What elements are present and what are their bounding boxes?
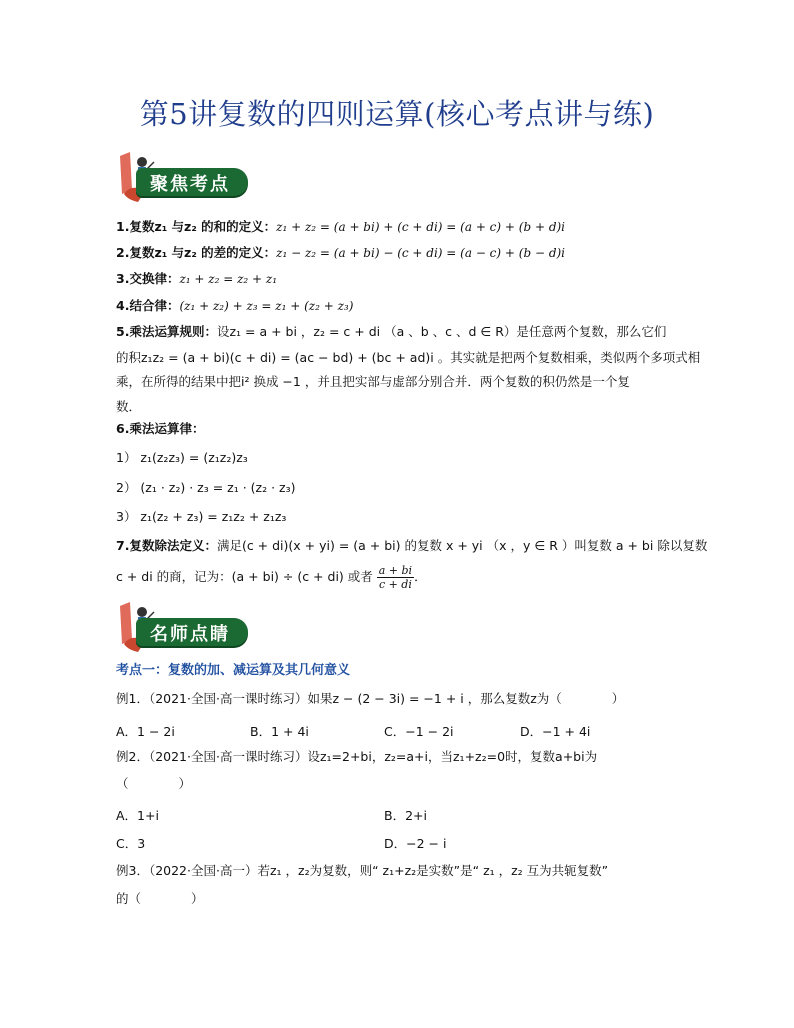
point-1: 1.复数z₁ 与z₂ 的和的定义：z₁ + z₂ = (a + bi) + (c + di) = (a + c) + (b + d)i <box>116 219 566 234</box>
example-2-option-b: B．2+i <box>384 808 427 823</box>
point-5-line2: 的积z₁z₂ = (a + bi)(c + di) = (ac − bd) + (bc + ad)i 。其实就是把两个复数相乘，类似两个多项式相 <box>116 350 701 365</box>
point-2: 2.复数z₁ 与z₂ 的差的定义：z₁ − z₂ = (a + bi) − (c + di) = (a − c) + (b − d)i <box>116 245 566 260</box>
rule-3: 3） z₁(z₂ + z₃) = z₁z₂ + z₁z₃ <box>116 509 287 524</box>
page-title: 第5讲复数的四则运算(核心考点讲与练) <box>139 97 655 131</box>
example-3-stem-blank: 的（ ） <box>116 891 204 906</box>
point-5-line4: 数． <box>116 399 142 414</box>
point-7: 7.复数除法定义：满足(c + di)(x + yi) = (a + bi) 的复数 x + yi （x ，y ∈ R ）叫复数 a + bi 除以复数 <box>116 538 708 553</box>
division-fraction: $\frac{a + bi}{c + di}$ <box>378 564 413 591</box>
point-6: 6.乘法运算律： <box>116 421 205 436</box>
example-2-option-d: D．−2 − i <box>384 836 447 851</box>
example-1-option-a: A．1 − 2i <box>116 724 175 739</box>
point-7-line2: c + di 的商，记为：(a + bi) ÷ (c + di) 或者 $\frac{a + bi}{c + di}$ ． <box>116 564 427 591</box>
point-5-line3: 乘，在所得的结果中把i² 换成 −1 ，并且把实部与虚部分别合并．两个复数的积仍然是一个复 <box>116 374 630 389</box>
banner-label: 聚焦考点 <box>150 174 230 195</box>
focus-banner <box>116 150 246 206</box>
example-1-option-c: C．−1 − 2i <box>384 724 454 739</box>
banner-label: 名师点睛 <box>150 624 230 645</box>
example-2-stem-blank: （ ） <box>116 776 192 791</box>
example-1-option-b: B．1 + 4i <box>250 724 309 739</box>
example-1-option-d: D．−1 + 4i <box>520 724 591 739</box>
section-heading: 考点一：复数的加、减运算及其几何意义 <box>116 663 351 678</box>
point-4: 4.结合律：(z₁ + z₂) + z₃ = z₁ + (z₂ + z₃) <box>116 298 354 313</box>
example-2-stem: 例2．（2021·全国·高一课时练习）设z₁=2+bi，z₂=a+i，当z₁+z₂=0时，复数a+bi为 <box>116 749 598 764</box>
point-3: 3.交换律：z₁ + z₂ = z₂ + z₁ <box>116 271 278 286</box>
rule-2: 2） (z₁ · z₂) · z₃ = z₁ · (z₂ · z₃) <box>116 480 296 495</box>
example-2-option-c: C．3 <box>116 836 146 851</box>
example-1-stem: 例1．（2021·全国·高一课时练习）如果z − (2 − 3i) = −1 + i ，那么复数z为（ ） <box>116 691 625 706</box>
point-5: 5.乘法运算规则：设z₁ = a + bi ，z₂ = c + di （a 、b 、c 、d ∈ R）是任意两个复数，那么它们 <box>116 324 667 339</box>
teacher-banner <box>116 600 246 656</box>
example-2-option-a: A．1+i <box>116 808 159 823</box>
example-3-stem: 例3．（2022·全国·高一）若z₁ ，z₂为复数，则“ z₁+z₂是实数”是“ z₁ ，z₂ 互为共轭复数” <box>116 863 609 878</box>
rule-1: 1） z₁(z₂z₃) = (z₁z₂)z₃ <box>116 450 248 465</box>
